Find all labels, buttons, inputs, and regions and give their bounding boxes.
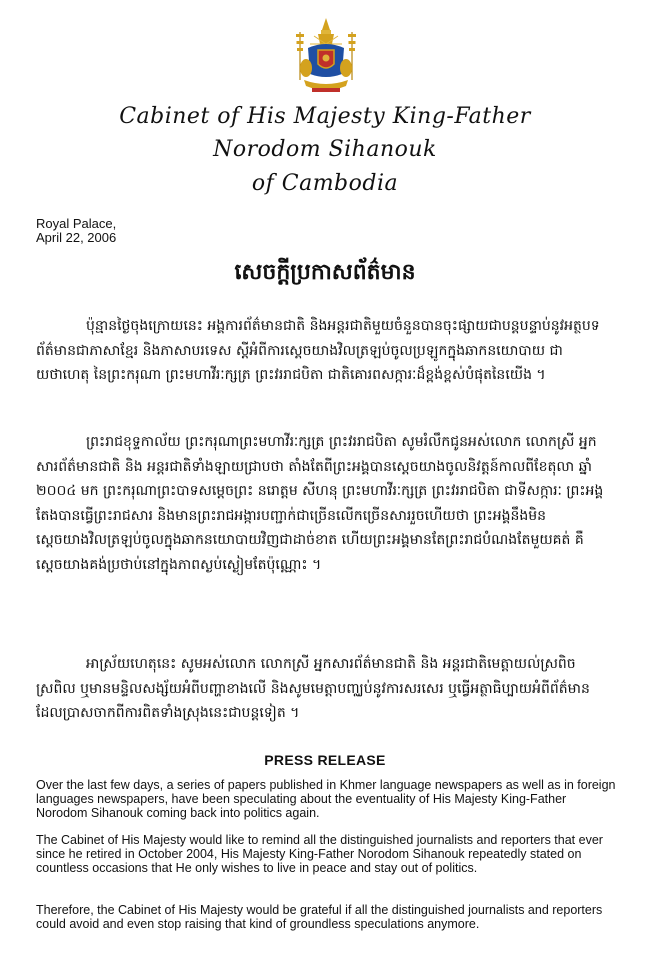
khmer-title: សេចក្តីប្រកាសព័ត៌មាន <box>234 260 416 285</box>
dateline-date: April 22, 2006 <box>36 230 117 245</box>
cabinet-title-line2: Norodom Sihanouk <box>213 137 437 162</box>
dateline-place: Royal Palace, <box>36 216 117 231</box>
english-paragraph-3: Therefore, the Cabinet of His Majesty would be grateful if all the distinguished journalists and reporters could avoid and even stop raising that kind of groundless speculations anymore. <box>36 903 603 931</box>
dateline <box>36 217 116 245</box>
cabinet-title-line3: of Cambodia <box>251 171 399 196</box>
press-release-heading: PRESS RELEASE <box>264 752 386 768</box>
khmer-paragraph-1-text: ប៉ុន្មានថ្ងៃចុងក្រោយនេះ អង្គការព័ត៌មានជាតិ និងអន្តរជាតិមួយចំនួនបានចុះផ្សាយជាបន្តបន្ទាប់នូវអត្ថបទព័ត៌មានជាភាសាខ្មែរ និងភាសាបរទេស ស្តីអំពីការស្តេចយាងវិលត្រឡប់ចូលប្រឡូកក្នុងឆាកនយោបាយ ជាយថាហេតុ នៃព្រះករុណា ព្រះមហាវីរៈក្សត្រ ព្រះវររាជបិតា ជាតិគោរពសក្ការៈដ៏ខ្ពង់ខ្ពស់បំផុតនៃយើង ។ <box>36 318 600 383</box>
khmer-paragraph-3-text: អាស្រ័យហេតុនេះ សូមអស់លោក លោកស្រី អ្នកសារព័ត៌មានជាតិ និង អន្តរជាតិមេត្តាយល់ស្រពិចស្រពិល ឬមានមន្ទិលសង្ស័យអំពីបញ្ហាខាងលើ និងសូមមេត្តាបញ្ឈប់នូវការសរសេរ ឬធ្វើអត្ថាធិប្បាយអំពីព័ត៌មានដែលប្រាសចាកពីការពិតទាំងស្រុងនេះជាបន្តទៀត ។ <box>36 656 590 721</box>
khmer-paragraph-2 <box>36 430 614 577</box>
english-paragraph-2: The Cabinet of His Majesty would like to remind all the distinguished journalists and reporters that ever since he retired in October 2004, His Majesty King-Father Norodom Sihanouk repeatedly stated on countless occasions that He only wishes to live in peace and stay out of politics. <box>36 833 603 875</box>
khmer-paragraph-1 <box>36 314 614 388</box>
khmer-paragraph-3 <box>36 652 614 726</box>
english-paragraph-1: Over the last few days, a series of papers published in Khmer language newspapers as well as in foreign languages newspapers, have been speculating about the eventuality of His Majesty King-Father Norodom Sihanouk coming back into politics again. <box>36 778 616 820</box>
khmer-paragraph-2-text: ព្រះរាជខុទ្ទកាល័យ ព្រះករុណាព្រះមហាវីរៈក្សត្រ ព្រះវររាជបិតា សូមរំលឹកជូនអស់លោក លោកស្រី អ្នកសារព័ត៌មានជាតិ និង អន្តរជាតិទាំងឡាយជ្រាបថា តាំងតែពីព្រះអង្គបានស្តេចយាងចូលនិវត្តន៍កាលពីខែតុលា ឆ្នាំ ២០០៤ មក ព្រះករុណាព្រះបាទសម្តេចព្រះ នរោត្តម សីហនុ ព្រះមហាវីរៈក្សត្រ ព្រះវររាជបិតា ជាទីសក្ការៈ ព្រះអង្គតែងបានធ្វើព្រះរាជសារ និងមានព្រះរាជអង្ការបញ្ជាក់ជាច្រើនលើកច្រើនសាររួចហើយថា ព្រះអង្គនឹងមិនស្តេចយាងវិលត្រឡប់ចូលក្នុងឆាកនយោបាយវិញជាដាច់ខាត ហើយព្រះអង្គមានតែព្រះរាជបំណងតែមួយគត់ គឺស្តេចយាងគង់ប្រថាប់នៅក្នុងភាពស្ងប់ស្ងៀមតែប៉ុណ្ណោះ ។ <box>36 434 604 573</box>
royal-coat-of-arms-icon <box>292 18 360 96</box>
cabinet-title-line1: Cabinet of His Majesty King-Father <box>119 104 531 129</box>
